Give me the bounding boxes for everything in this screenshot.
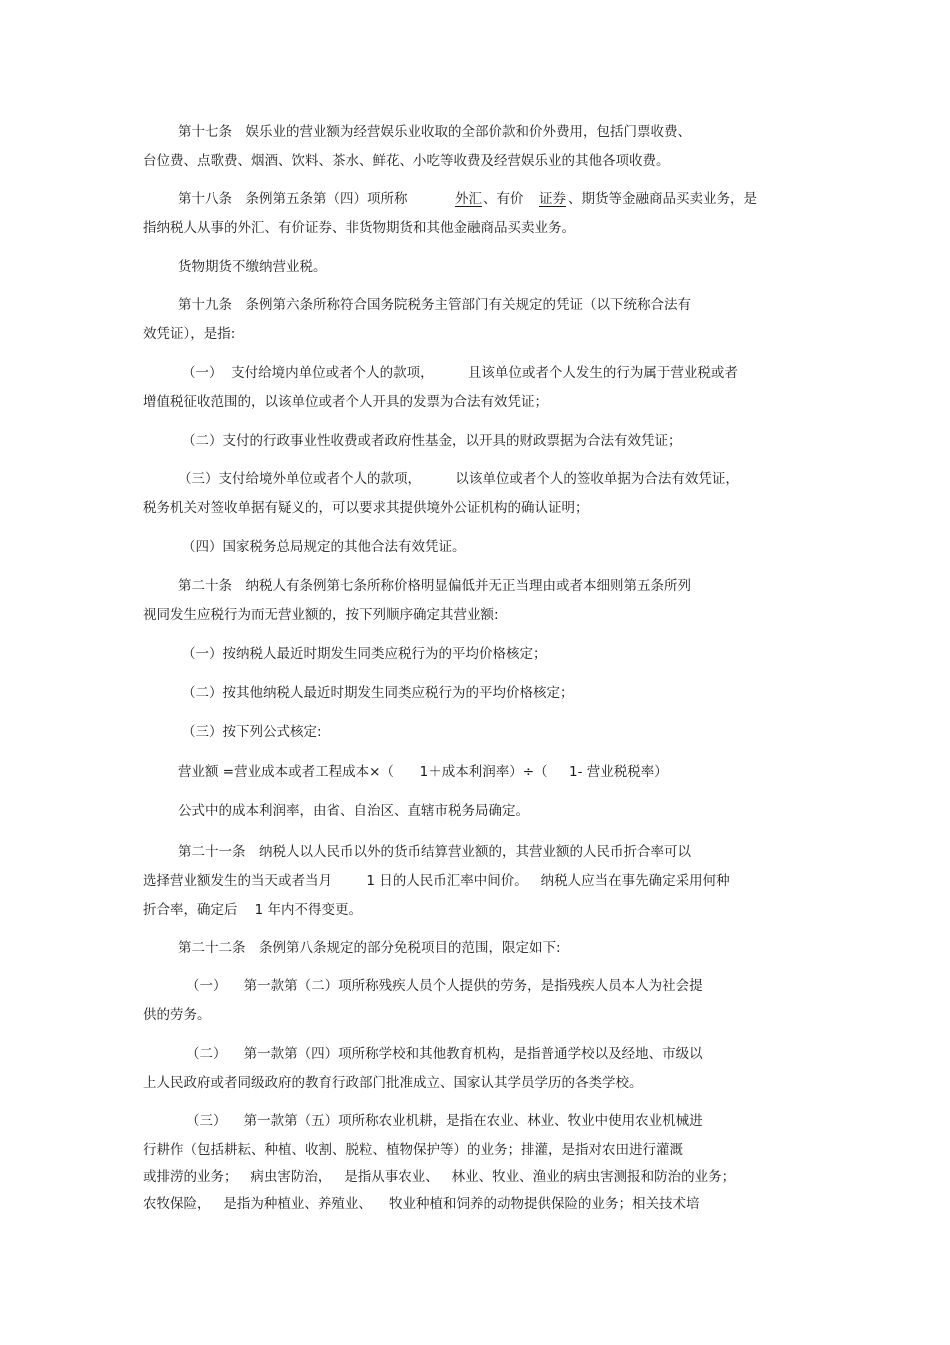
formula-line: 营业额 =营业成本或者工程成本×（ 1＋成本利润率）÷（ 1- 营业税税率） [178,764,668,780]
text-line: 货物期货不缴纳营业税。 [178,259,327,275]
text-line: 农牧保险， 是指为种植业、养殖业、 牧业种植和饲养的动物提供保险的业务；相关技术培 [143,1196,700,1212]
text-line: （四）国家税务总局规定的其他合法有效凭证。 [182,539,466,555]
text-line: （三）支付给境外单位或者个人的款项， 以该单位或者个人的签收单据为合法有效凭证， [178,471,739,487]
text-line: 、有价 [483,191,524,207]
text-line: 指纳税人从事的外汇、有价证券、非货物期货和其他金融商品买卖业务。 [143,220,575,236]
text-line: 第二十二条 条例第八条规定的部分免税项目的范围，限定如下: [178,940,561,956]
text-line: 第十七条 娱乐业的营业额为经营娱乐业收取的全部价款和价外费用，包括门票收费、 [178,124,691,140]
text-line: （二）支付的行政事业性收费或者政府性基金，以开具的财政票据为合法有效凭证； [182,433,682,449]
text-line: 或排涝的业务； 病虫害防治， 是指从事农业、 林业、牧业、渔业的病虫害测报和防治的业务； [143,1169,736,1185]
text-line: 行耕作（包括耕耘、种植、收割、脱粒、植物保护等）的业务；排灌，是指对农田进行灌溉 [143,1142,683,1158]
text-line: 第十八条 条例第五条第（四）项所称 [178,191,408,207]
text-line: 折合率，确定后 1 年内不得变更。 [143,902,363,918]
text-line: （三）按下列公式核定: [182,724,322,740]
text-line: （二） 第一款第（四）项所称学校和其他教育机构，是指普通学校以及经地、市级以 [186,1046,703,1062]
text-line: 第十九条 条例第六条所称符合国务院税务主管部门有关规定的凭证（以下统称合法有 [178,297,691,313]
text-line: 效凭证），是指: [143,326,236,342]
text-line: （一） 支付给境内单位或者个人的款项， 且该单位或者个人发生的行为属于营业税或者 [182,365,738,381]
text-line: 公式中的成本利润率，由省、自治区、直辖市税务局确定。 [178,803,529,819]
text-line: 供的劳务。 [143,1007,211,1023]
text-line: 增值税征收范围的，以该单位或者个人开具的发票为合法有效凭证； [143,394,548,410]
text-line: 上人民政府或者同级政府的教育行政部门批准成立、国家认其学员学历的各类学校。 [143,1075,643,1091]
underlined-term: 证券 [539,191,566,207]
text-line: 、期货等金融商品买卖业务，是 [568,191,757,207]
text-line: （三） 第一款第（五）项所称农业机耕，是指在农业、林业、牧业中使用农业机械进 [186,1113,703,1129]
underlined-term: 外汇 [455,191,482,207]
text-line: （一）按纳税人最近时期发生同类应税行为的平均价格核定； [182,646,547,662]
text-line: 第二十条 纳税人有条例第七条所称价格明显偏低并无正当理由或者本细则第五条所列 [178,578,691,594]
text-line: 第二十一条 纳税人以人民币以外的货币结算营业额的，其营业额的人民币折合率可以 [178,844,691,860]
text-line: 税务机关对签收单据有疑义的，可以要求其提供境外公证机构的确认证明； [143,500,589,516]
text-line: 台位费、点歌费、烟酒、饮料、茶水、鲜花、小吃等收费及经营娱乐业的其他各项收费。 [143,153,670,169]
text-line: （二）按其他纳税人最近时期发生同类应税行为的平均价格核定； [182,685,574,701]
text-line: 选择营业额发生的当天或者当月 1 日的人民币汇率中间价。 纳税人应当在事先确定采用何种 [143,873,730,889]
text-line: （一） 第一款第（二）项所称残疾人员个人提供的劳务，是指残疾人员本人为社会提 [186,978,703,994]
text-line: 视同发生应税行为而无营业额的，按下列顺序确定其营业额: [143,607,499,623]
